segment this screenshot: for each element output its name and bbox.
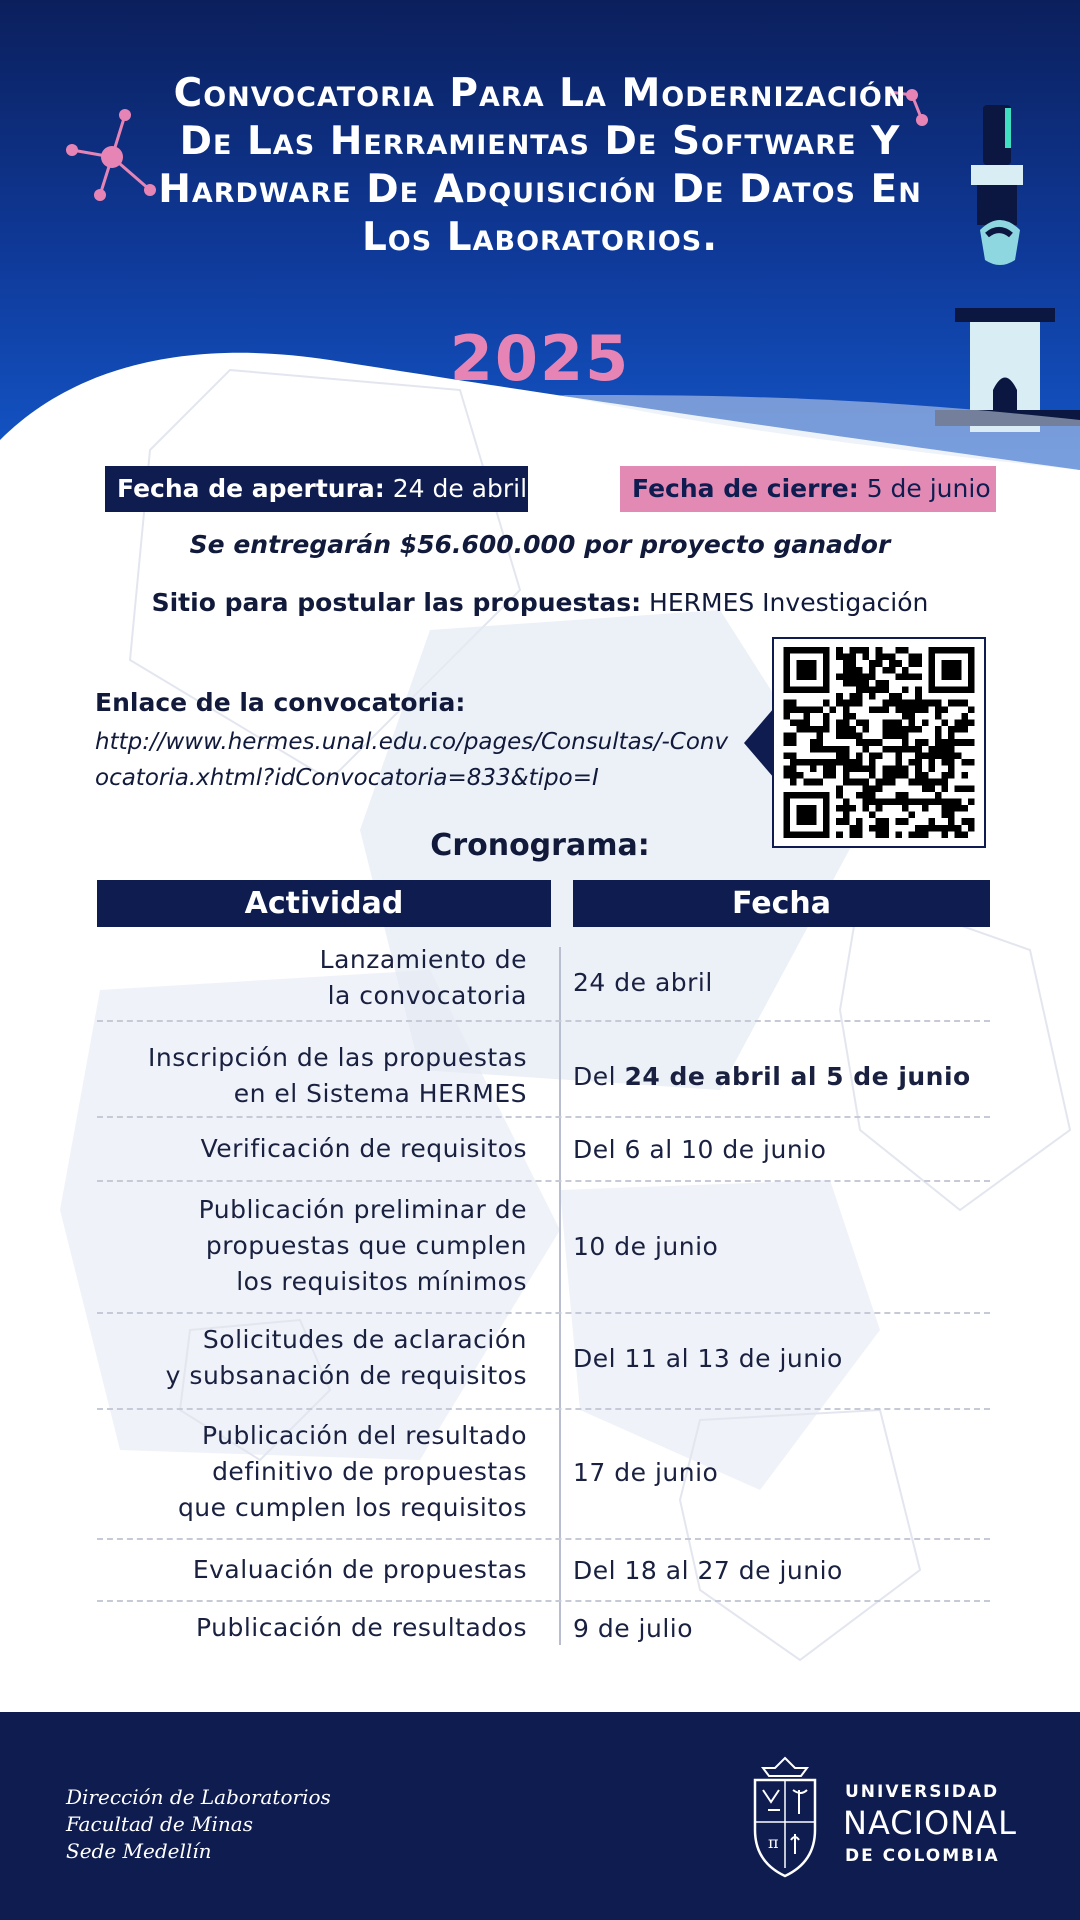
row-separator [97,1600,990,1602]
footer-credits [66,1784,331,1865]
logo-text-top: UNIVERSIDAD [845,1782,1000,1802]
activity-cell: Solicitudes de aclaración y subsanación de requisitos [165,1325,527,1390]
university-seal-icon [735,1750,835,1884]
date-text: Del 18 al 27 de junio [573,1556,843,1585]
qr-pointer-icon [744,708,774,778]
prize-amount: $56.600.000 [399,530,576,559]
date-cell [573,1232,993,1261]
date-cell [573,1458,993,1487]
table-row [97,1552,990,1588]
opening-date-label: Fecha de apertura: [117,474,385,503]
activity-cell: Inscripción de las propuestas en el Sistema HERMES [148,1043,527,1108]
activity-cell: Verificación de requisitos [200,1134,527,1163]
closing-date-label: Fecha de cierre: [632,474,859,503]
date-cell [573,1135,993,1164]
date-text: 17 de junio [573,1458,719,1487]
table-row [97,942,990,1022]
footer [0,1712,1080,1920]
row-separator [97,1312,990,1314]
schedule-title: Cronograma: [430,828,650,863]
activity-cell: Publicación del resultado definitivo de propuestas que cumplen los requisitos [177,1421,527,1522]
date-text-bold: 24 de abril al 5 de junio [624,1062,971,1091]
call-link-label: Enlace de la convocatoria: [95,688,466,717]
date-cell [573,968,993,997]
row-separator [97,1180,990,1182]
qr-code-icon [782,647,976,838]
table-row [97,1322,990,1394]
table-row [97,1192,990,1300]
row-separator [97,1116,990,1118]
application-site-label: Sitio para postular las propuestas: [151,588,642,617]
footer-line-1: Dirección de Laboratorios [66,1785,331,1809]
activity-cell: Publicación de resultados [195,1613,527,1642]
logo-text-bottom: DE COLOMBIA [845,1846,1000,1866]
column-header-activity: Actividad [97,880,551,927]
closing-date-value: 5 de junio [866,474,991,503]
call-link-url[interactable]: http://www.hermes.unal.edu.co/pages/Consultas/-Convocatoria.xhtml?idConvocatoria=833&tipo=I [95,729,729,791]
date-text: 24 de abril [573,968,713,997]
date-text: 9 de julio [573,1614,694,1643]
table-row [97,1610,990,1646]
application-site-line [0,588,1080,617]
application-site-value: HERMES Investigación [649,588,929,617]
logo-text-main: NACIONAL [843,1804,1017,1842]
row-separator [97,1020,990,1022]
activity-cell: Publicación preliminar de propuestas que cumplen los requisitos mínimos [198,1195,527,1296]
table-row [97,1418,990,1526]
closing-date-badge [620,466,996,512]
prize-line [0,530,1080,559]
date-cell [573,1062,993,1091]
opening-date-value: 24 de abril [392,474,528,503]
date-text: Del [573,1062,625,1091]
table-row [97,1040,990,1112]
date-text: 10 de junio [573,1232,719,1261]
date-cell [573,1556,993,1585]
year-label: 2025 [449,322,631,395]
qr-code[interactable] [772,637,986,848]
opening-date-badge [105,466,528,512]
row-separator [97,1408,990,1410]
date-text: Del 6 al 10 de junio [573,1135,827,1164]
footer-line-3: Sede Medellín [66,1839,212,1863]
column-header-date: Fecha [573,880,990,927]
page-title: Convocatoria Para La Modernización De Las Herramientas De Software Y Hardware De Adquisición De Datos En Los Laboratorios. [158,71,922,260]
date-cell [573,1614,993,1643]
date-text: Del 11 al 13 de junio [573,1344,843,1373]
table-row [97,1131,990,1167]
activity-cell: Evaluación de propuestas [192,1555,527,1584]
svg-text:π: π [768,1833,779,1852]
row-separator [97,1538,990,1540]
footer-line-2: Facultad de Minas [66,1812,253,1836]
prize-suffix: por proyecto ganador [575,530,891,559]
activity-cell: Lanzamiento de la convocatoria [319,945,527,1010]
prize-prefix: Se entregarán [189,530,400,559]
date-cell [573,1344,993,1373]
